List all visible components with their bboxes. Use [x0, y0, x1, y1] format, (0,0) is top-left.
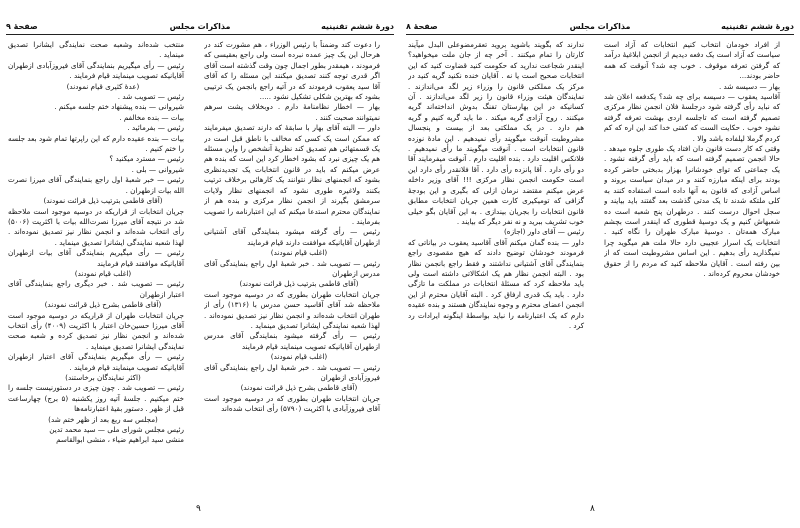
page-number: ۹	[196, 504, 201, 514]
paragraph: از افراد خودمان انتخاب کنیم انتخابات که آزاد است سیاست که آزاد است یک دفعه دیدیم از انجمن ابلاغیهٔ درآمد که گرفتن تعرفه موقوف . خوب چه شد؟ آنوقت که همه حاضر بودند...	[604, 40, 780, 81]
paragraph: رئیس — تصویب شد . چون چیزی در دستورنیست جلسه را ختم میکنیم . جلسهٔ آتیه روز یکشنبه (۵ برج) چهارساعت قبل از ظهر . دستور بقیهٔ اعتبارنامه‌ها	[8, 383, 184, 414]
paragraph: رئیس — تصویب شد . خبر شعبهٔ اول راجع بنمایندگی آقای فیروزآبادی ازطهران	[204, 362, 380, 382]
text-column-right	[604, 40, 794, 495]
paragraph: رئیس — تصویب شد . خبر شعبهٔ اول راجع بنمایندگی آقای مدرس ازطهران	[204, 258, 380, 278]
paragraph: داور — البته آقای بهار با سابقهٔ که دارند تصدیق میفرمایند که ممکن است یک کسی که مخالف با ناطق قبل است در یک قسمتهائی هم تصدیق کند نظریهٔ آنشخص را واین مسئله هم یک چیزی نبرد که بشود اخطار کرد این است که بنده هم عرض میکنم که باید در قانون انتخابات یک تجدیدنظری بشود که انجمنهای نظار نتوانند یک کارهائی برخلاف ترتیب بکنند ولاغیره طوری نشود که انجمنهای نظار ولایات سرمشق بگیرند از انجمن نظار مرکزی و بنده هم از نمایندگان محترم استدعا میکنم که این اعتبارنامه را تصویب بفرمایند .	[204, 123, 380, 226]
page-header	[6, 22, 394, 35]
paragraph: (اکثر نمایندگان برخاستند)	[65, 373, 141, 382]
page-number: ۸	[590, 504, 595, 514]
paragraph: (اغلب قیام نمودند)	[270, 248, 328, 258]
paragraph: شیروانی — بنده پیشنهاد ختم جلسه میکنم .	[54, 102, 184, 112]
paragraph: رئیس — رأی میگیریم بنمایندگی آقای اعتبار ازطهران آقایانیکه تصویب مینمایند قیام فرمایند .	[8, 352, 184, 372]
paragraph: رئیس — رأی گرفته میشود بنمایندگی آقای مدرس ازطهران آقایانیکه تصویب مینمایند قیام فرمایند	[204, 331, 380, 351]
paragraph: (عدهٔ کثیری قیام نمودند)	[66, 81, 140, 91]
paragraph: شیروانی — بلی .	[131, 164, 184, 174]
paragraph: رئیس — تصویب شد .	[117, 92, 184, 102]
paragraph: آقاسید یعقوب — دسیسه برای چه شد؟ یکدفعه اعلان شد که نباید رأی گرفته شود درجلسهٔ فلان انجمن نظار مرکزی تصمیم گرفته است که تاجلسه اردی بهشت تعرفه گرفته نشود خوب . حکایت الست که کفتی خدا کند این اره که کم کردم گرملا لیلفاده باشد والا .	[604, 92, 780, 143]
session-label: دورهٔ ششم تقنینیه	[321, 22, 394, 31]
text-column-left	[408, 40, 598, 495]
paragraph: رئیس — رأی گرفته میشود بنمایندگی آقای آشتیانی ازطهران آقایانیکه موافقت دارند قیام فرمایند	[204, 227, 380, 247]
paragraph: رئیس — مسترد میکنید ؟	[109, 154, 184, 164]
paragraph: جریان انتخابات طهران بطوری که در دوسیه موجود است ملاحظه شد آقای آقاسید حسن مدرس با (۱۳۱۶) رأی از طهران انتخاب شده‌اند و انجمن نظار نیز تصدیق نموده‌اند . لهذا شعبه نمایندگی ایشانرا تصدیق مینماید .	[204, 289, 380, 330]
paragraph: (آقای قاطمی بشرح ذیل قرائت نمودند)	[44, 300, 162, 310]
paragraph: رئیس — رأی میگیریم بنمایندگی آقای فیروزآبادی ازطهران آقایانیکه تصویب مینمایند قیام فرمایند .	[8, 60, 184, 81]
text-column-left	[8, 40, 198, 495]
paragraph: (مجلس سه ربع بعد از ظهر ختم شد)	[48, 414, 158, 424]
paragraph: بیات — بنده مخالفم .	[119, 112, 184, 122]
paragraph: رئیس — رأی میگیریم بنمایندگی آقای بیات ازطهران آقایانیکه موافقند قیام فرمایند	[8, 248, 184, 268]
session-label: دورهٔ ششم تقنینیه	[721, 22, 794, 31]
page-title: مذاکرات مجلس	[569, 22, 631, 31]
text-column-right	[204, 40, 394, 495]
paragraph: (آقای قاطمی بترتیب ذیل قرائت نمودند)	[43, 196, 163, 206]
paragraph: رئیس — خبر شعبهٔ اول راجع بنمایندگی آقای میرزا نصرت الله بیات ازطهران .	[8, 175, 184, 195]
page-8	[400, 0, 800, 528]
paragraph: جریان انتخابات از قراریکه در دوسیه موجود است ملاحظه شد در نتیجه آقای میرزا نصرت‌الله بیات با اکثریت (۵۰۰۶) رأی انتخاب شده‌اند و انجمن نظار نیز تصدیق نموده‌اند . لهذا شعبه نمایندگی ایشانرا تصدیق مینماید .	[8, 206, 184, 247]
page-label: صفحهٔ ۸	[406, 22, 438, 31]
paragraph: جریان انتخابات طهران از قراریکه در دوسیه موجود است آقای میرزا حسین‌خان اعتبار با اکثریت (۴۰۰۹) رأی انتخاب شده‌اند و انجمن نظار نیز تصدیق کرده و شعبه صحت نمایندگی ایشانرا تصدیق مینماید .	[8, 310, 184, 351]
paragraph: بهار — دسیسه شد .	[718, 81, 780, 91]
paragraph: بهار — اخطار نظامنامهٔ دارم . دوبخلاف پشت سرهم نمیتوانند صحبت کنند .	[204, 102, 380, 122]
paragraph: رئیس مجلس شورای ملی — سید محمد تدین	[49, 425, 184, 435]
paragraph: داور — بنده گمان میکنم آقای آقاسید یعقوب در بیاناتی که فرمودند خودشان توضیح دادند که هیچ مقصودی راجع بنمایندگی آقای آشتیانی نداشتند و فقط راجع بانجمن نظار بود . البته انجمن نظار هم یک اشکالاتی داشته است ولی باید ملاحظه کرد که مسئلهٔ انتخابات در مملکت ما تازگی دارد . باید یک قدری ارفاق کرد . البته آقایان محترم از این انجمن اعضای محترم و وجوه نمایندگان هستند و بنده عقیده دارم که یک اعتبارنامه را نباید بواسطهٔ اینگونه ایرادات رد کرد .	[408, 237, 584, 330]
page-title: مذاکرات مجلس	[169, 22, 231, 31]
paragraph: (آقای قاطمی بشرح ذیل قرائت نمودند)	[240, 383, 358, 393]
page-header	[406, 22, 794, 35]
paragraph: رئیس — تصویب شد . خبر دیگری راجع بنمایندگی آقای اعتبار ازطهران	[8, 279, 184, 299]
paragraph: وقتی که کار دست قانون دان افتاد یک طوری جلوه میدهد . حالا انجمن تصمیم گرفته است که باید رأی گرفته نشود . یک جماعتی که توای خودشانرا بهزار بدبختی حاضر کرده بودند برای اینکه مبارزه کنند و در میدان سیاست بروند و اساس آزادی که قانون به آنها داده است استفاده کنند به کلی ملتکه شدند تا یک مدتی گذشت بعد گفتند باید بیایند و سجل احوال درست کنند . درطهران پنج شعبه است ده شعبهاش کنیم و یک دوسیهٔ قطوری که اینقدر است بچشم مبارک همه‌تان . دوسیهٔ مبارک طهران را نگاه کنید . انتخابات یک اسرار عجیبی دارد حالا ملت هم میگوید چرا نمیگذارید رأی بدهیم . این اساس مشروطیت است که از بین رفته است . آقایان ملاحظه کنید که مردم را از حقوق خودشان محروم کرده‌اند .	[604, 144, 780, 278]
paragraph: را دعوت کند وضمناً با رئیس الوزراء ، هم مشورت کند در هرحال این یک چیز عمده نبرده است ولی راجع بعقیسی که فرمودند ، هیمقدر بطور اجمال چون وقت گذشته است آقای اگر قدری توجه کنند تصدیق میکنند این مسئله را که آقای آقا سید یعقوب فرمودند که در آتیه راجع بانجمن یک ترتیبی بشود که بهترین شکلی تشکیل نشود .....	[204, 40, 380, 102]
paragraph: رئیس — بفرمائید .	[127, 123, 184, 133]
paragraph: رئیس — آقای داور (اجازه)	[504, 227, 584, 237]
paragraph: منتخب شده‌اند وشعبه صحت نمایندگی ایشانرا تصدیق مینماید .	[8, 40, 184, 60]
paragraph: (آقای قاطمی بترتیب ذیل قرائت نمودند)	[239, 279, 359, 289]
paragraph: بیات — بنده عقیده دارم که این راپرتها تمام شود بعد جلسه را ختم کنیم .	[8, 133, 184, 154]
paragraph: منشی سید ابراهیم ضیاء ، منشی ابوالقاسم	[56, 435, 184, 445]
paragraph: (اغلب قیام نمودند)	[74, 268, 132, 278]
paragraph: (اغلب قیام نمودند)	[270, 352, 328, 362]
paragraph: جریان انتخابات طهران بطوری که در دوسیه موجود است آقای فیروزآبادی با اکثریت (۵۷۹۰) رأی انتخاب شده‌اند	[204, 393, 380, 414]
paragraph: ندارند که بگویند باشوید بروید تعقرمضوعلی البدل میآیند کارتان را تمام میکنند . آخر چه از جان ملت میخواهید؟ اینقدر شجاعت ندارید که حکومت کنید قضاوت کنید که این انتخابات صحیح است یا نه . آقایان خنده نکنید گریه کنید در مرکز یک مملکتی قانون را وزراء زیر لگد می‌اندازند . نمایندگان هیئت وزراء قانون را زیر لگد می‌اندازند . آن کسانیکه در این بهارستان تفنگ بدوش انداخته‌اند گریه میکنند . روح آزادی گریه میکند . ما باید گریه کنیم و گریه هم دارد . در یک مملکتی بعد از بیست و پنجسال مشروطیت آنوقت میگویند رأی نمیدهیم . این مادهٔ نوزده قانون انتخابات است . آنوقت میگویند ما رأی نمیدهیم . فلانکس اقلیت دارد . بنده اقلیت دارم . آنوقت میفرمایند آقا دو رأی دارد . آقا پانزده رأی دارد . آقا فلانقدر رأی دارد این است حکومت انجمن نظار مرکزی !!! آقای وزیر داخله عرض میکنم مقتضد نرمان ازلی که بگیری و این بودجهٔ گزافی که تومیکیری کارت همین جریان انتخابات مطابق قانون انتخابات را بجریان بیندازی . به این آقایان بگو خیلی خوب تشریف ببرید و نه نفر دیگر که بیایند .	[408, 40, 584, 226]
page-label: صفحهٔ ۹	[6, 22, 38, 31]
